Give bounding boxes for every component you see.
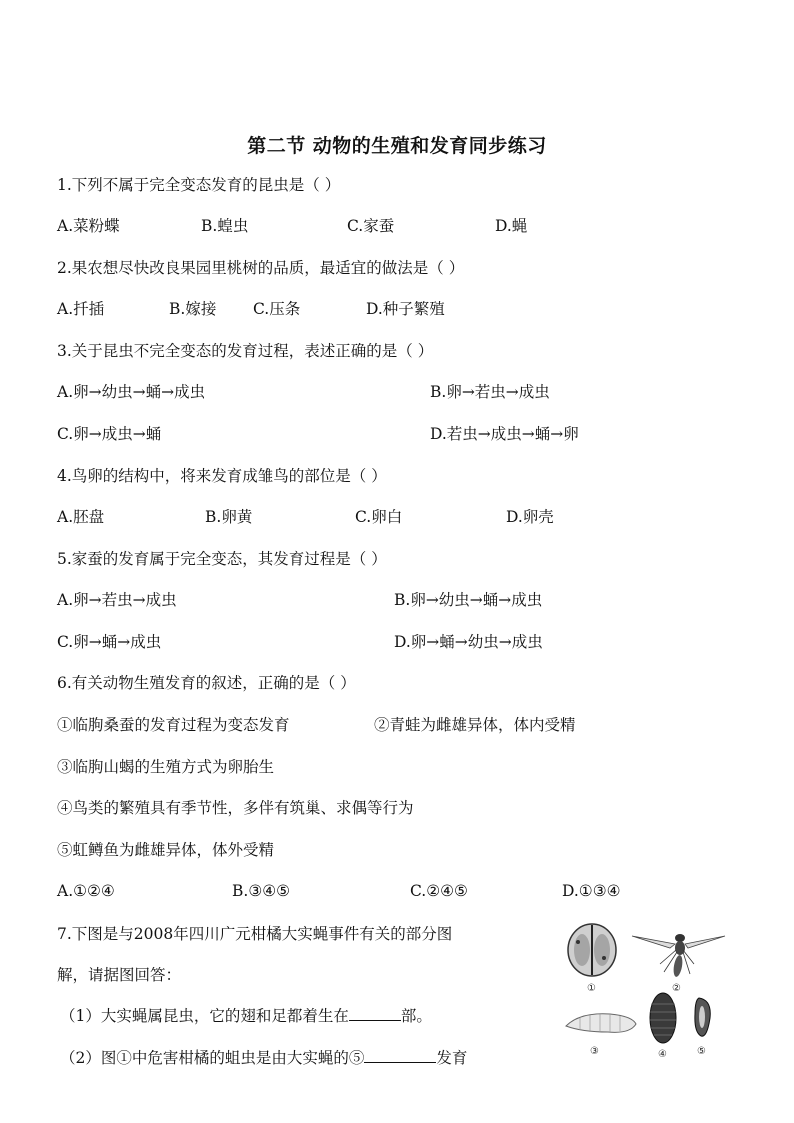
question-1-option-a: A.菜粉蝶 [57,217,120,235]
figure-label-4: ④ [658,1049,667,1060]
question-5-option-a: A.卵→若虫→成虫 [57,591,177,609]
adult-fly-image [632,934,725,978]
question-5-option-b: B.卵→幼虫→蛹→成虫 [394,591,543,609]
question-5-option-c: C.卵→蛹→成虫 [57,633,162,651]
question-4-option-a: A.胚盘 [57,508,105,526]
question-3-option-a: A.卵→幼虫→蛹→成虫 [57,383,206,401]
question-1-stem: 1.下列不属于完全变态发育的昆虫是（ ） [57,176,341,194]
question-2-stem: 2.果农想尽快改良果园里桃树的品质，最适宜的做法是（ ） [57,259,465,277]
question-3-stem: 3.关于昆虫不完全变态的发育过程，表述正确的是（ ） [57,342,434,360]
question-4-stem: 4.鸟卵的结构中，将来发育成雏鸟的部位是（ ） [57,467,387,485]
figure-label-2: ② [672,983,681,994]
question-7-sub-1-suffix: 部。 [400,1007,432,1025]
figure-label-3: ③ [590,1046,599,1057]
question-3-option-c: C.卵→成虫→蛹 [57,425,162,443]
question-5-option-d: D.卵→蛹→幼虫→成虫 [394,633,543,651]
question-6-option-d: D.①③④ [562,882,621,900]
question-6-statement-3: ③临朐山蝎的生殖方式为卵胎生 [57,758,275,776]
citrus-fruit-image [568,924,616,976]
question-7-stem-line-1: 7.下图是与2008年四川广元柑橘大实蝇事件有关的部分图 [57,925,453,943]
question-6-stem: 6.有关动物生殖发育的叙述，正确的是（ ） [57,674,356,692]
answer-blank-2[interactable] [364,1048,436,1063]
question-1-option-d: D.蝇 [495,217,528,235]
question-2-option-c: C.压条 [253,300,301,318]
question-4-option-d: D.卵壳 [506,508,554,526]
question-7-sub-2-text: （2）图①中危害柑橘的蛆虫是由大实蝇的⑤ [60,1049,365,1067]
question-1-option-c: C.家蚕 [347,217,395,235]
question-6-statement-4: ④鸟类的繁殖具有季节性，多伴有筑巢、求偶等行为 [57,799,414,817]
question-6-statement-2: ②青蛙为雌雄异体，体内受精 [374,716,576,734]
question-2-option-a: A.扦插 [57,300,105,318]
question-2-option-d: D.种子繁殖 [366,300,445,318]
egg-image [695,998,710,1036]
question-6-statement-5: ⑤虹鳟鱼为雌雄异体，体外受精 [57,841,275,859]
fruit-fly-figure [560,914,730,1064]
question-7-sub-2-suffix: 发育 [436,1049,468,1067]
question-6-option-b: B.③④⑤ [232,882,291,900]
question-4-option-b: B.卵黄 [205,508,253,526]
question-6-option-c: C.②④⑤ [410,882,468,900]
larva-image [566,1014,636,1033]
question-4-option-c: C.卵白 [355,508,403,526]
question-7-sub-1 [60,1006,432,1026]
question-1-option-b: B.蝗虫 [201,217,249,235]
figure-label-1: ① [587,983,596,994]
question-6-option-a: A.①②④ [57,882,115,900]
question-7-sub-2 [60,1048,467,1068]
question-3-option-b: B.卵→若虫→成虫 [430,383,550,401]
page-title: 第二节 动物的生殖和发育同步练习 [247,135,547,157]
pupa-image [650,993,676,1043]
question-5-stem: 5.家蚕的发育属于完全变态，其发育过程是（ ） [57,550,387,568]
answer-blank-1[interactable] [349,1006,401,1021]
fruit-fly-illustration [560,914,730,1064]
question-7-sub-1-text: （1）大实蝇属昆虫，它的翅和足都着生在 [60,1007,349,1025]
question-6-statement-1: ①临朐桑蚕的发育过程为变态发育 [57,716,290,734]
figure-label-5: ⑤ [697,1046,706,1057]
question-7-stem-line-2: 解，请据图回答： [57,966,182,984]
question-3-option-d: D.若虫→成虫→蛹→卵 [430,425,579,443]
question-2-option-b: B.嫁接 [169,300,217,318]
